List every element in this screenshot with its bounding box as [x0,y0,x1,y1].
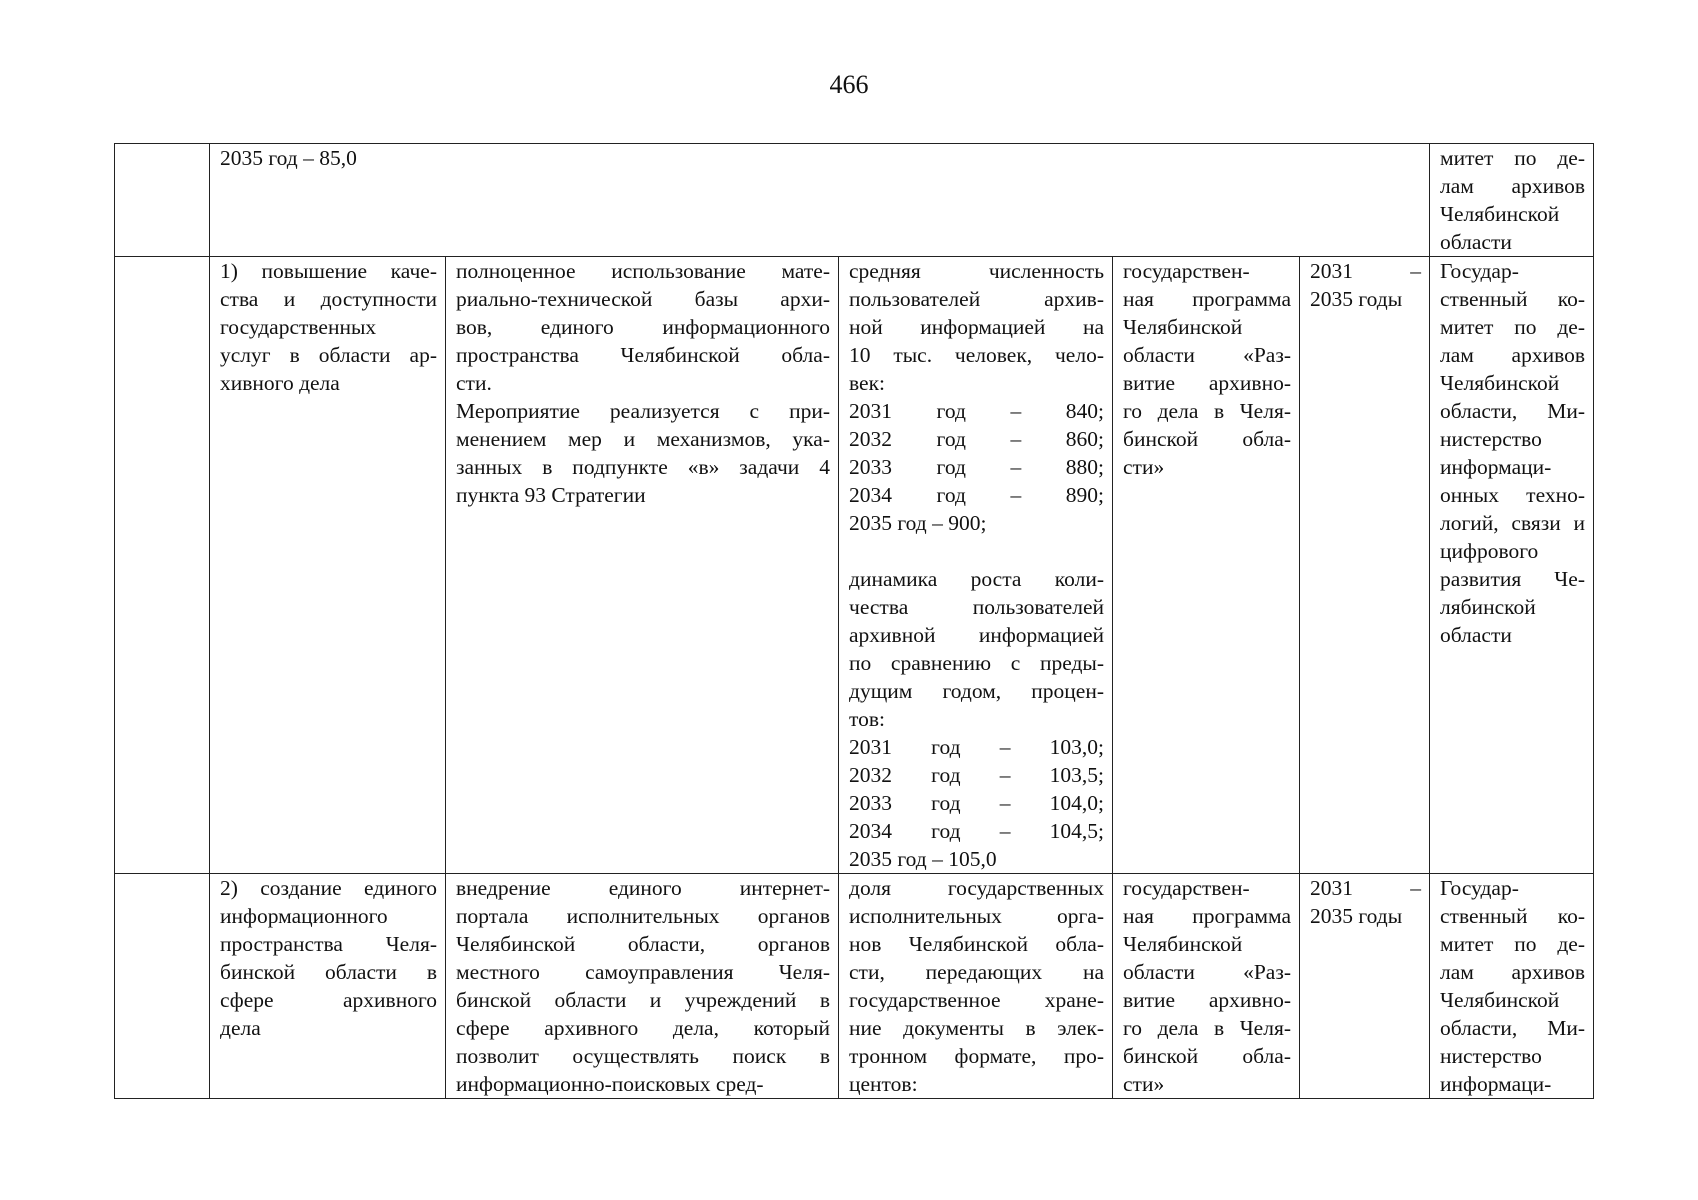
text-line: Челябинской [1440,202,1560,226]
text-line: средняя численность [849,259,1104,283]
text-line: век: [849,371,885,395]
indicator-block-growth [849,565,1104,873]
text-line: нистерство [1440,1044,1542,1068]
text-line: государственных [220,315,377,339]
text-line: ная программа [1123,904,1291,928]
text-line: митет по де- [1440,932,1585,956]
text-line: Государ- [1440,259,1519,283]
text-line: 2034 год – 104,5; [849,819,1104,843]
text-line: ства и доступности [220,287,437,311]
responsible-cell [1430,257,1594,874]
task-cell [210,257,446,874]
text-line: области [1440,230,1512,254]
text-line: 10 тыс. человек, чело- [849,343,1104,367]
text-line: цифрового [1440,539,1539,563]
number-cell [115,874,210,1099]
text-line: митет по де- [1440,315,1585,339]
text-line: лябинской [1440,595,1536,619]
indicator-cell [839,874,1113,1099]
text-line: бинской области и учреждений в [456,988,830,1012]
number-cell [115,257,210,874]
indicator-cell [839,257,1113,874]
text-line: го дела в Челя- [1123,399,1291,423]
strategy-table [114,143,1594,1099]
text-line: сти. [456,371,492,395]
text-line: услуг в области ар- [220,343,437,367]
text-line: ственный ко- [1440,287,1585,311]
text-line: Челябинской [1440,371,1560,395]
indicator-block-users [849,257,1104,537]
text-line: информаци- [1440,455,1552,479]
text-line: митет по де- [1440,146,1585,170]
text-line: динамика роста коли- [849,567,1104,591]
text-line: архивной информацией [849,623,1104,647]
text-line: занных в подпункте «в» задачи 4 [456,455,830,479]
text-line: пространства Челябинской обла- [456,343,830,367]
text-line: области, Ми- [1440,1016,1585,1040]
text-line: сти» [1123,1072,1165,1096]
target-value-text: 2035 год – 85,0 [220,146,357,170]
page-number: 466 [829,70,869,99]
text-line: ние документы в элек- [849,1016,1104,1040]
program-cell [1113,874,1300,1099]
text-line: области «Раз- [1123,960,1291,984]
text-line: логий, связи и [1440,511,1585,535]
text-line: исполнительных орга- [849,904,1104,928]
text-line: портала исполнительных органов [456,904,830,928]
text-line: Челябинской [1440,988,1560,1012]
text-line: онных техно- [1440,483,1585,507]
text-line: доля государственных [849,876,1104,900]
text-line: риально-технической базы архи- [456,287,830,311]
text-line: 2033 год – 104,0; [849,791,1104,815]
number-cell [115,144,210,257]
text-line: тов: [849,707,885,731]
text-line: лам архивов [1440,343,1585,367]
table-row [115,257,1594,874]
text-line: хивного дела [220,371,340,395]
text-line: го дела в Челя- [1123,1016,1291,1040]
text-line: лам архивов [1440,960,1585,984]
text-line: центов: [849,1072,918,1096]
text-line: сфере архивного дела, который [456,1016,830,1040]
task-cell [210,874,446,1099]
text-line: 2031 – [1310,876,1421,900]
text-line: Челябинской области, органов [456,932,830,956]
text-line: пользователей архив- [849,287,1104,311]
text-line: области, Ми- [1440,399,1585,423]
text-line: области [1440,623,1512,647]
text-line: 2031 – [1310,259,1421,283]
text-line: тронном формате, про- [849,1044,1104,1068]
text-line: информаци- [1440,1072,1552,1096]
responsible-cell [1430,874,1594,1099]
text-line: 1) повышение каче- [220,259,437,283]
text-line: дела [220,1016,261,1040]
text-line: ная программа [1123,287,1291,311]
text-line: информационно-поисковых сред- [456,1072,764,1096]
text-line: области «Раз- [1123,343,1291,367]
period-cell [1300,874,1430,1099]
text-line: государственное хране- [849,988,1104,1012]
text-line: Челябинской [1123,315,1243,339]
text-line: Государ- [1440,876,1519,900]
text-line: 2032 год – 860; [849,427,1104,451]
measures-cell [446,874,839,1099]
text-line: ной информацией на [849,315,1104,339]
text-line: 2035 год – 105,0 [849,847,997,871]
merged-target-cell [210,144,1430,257]
text-line: 2033 год – 880; [849,455,1104,479]
text-line: 2032 год – 103,5; [849,763,1104,787]
text-line: бинской обла- [1123,427,1291,451]
text-line: развития Че- [1440,567,1585,591]
text-line: информационного [220,904,388,928]
table-row [115,874,1594,1099]
text-line: 2035 годы [1310,904,1403,928]
text-line: витие архивно- [1123,371,1291,395]
text-line: 2031 год – 840; [849,399,1104,423]
text-line: сти» [1123,455,1165,479]
period-cell [1300,257,1430,874]
text-line: местного самоуправления Челя- [456,960,830,984]
text-line: бинской области в [220,960,437,984]
text-line: нов Челябинской обла- [849,932,1104,956]
text-line: сфере архивного [220,988,437,1012]
text-line: ственный ко- [1440,904,1585,928]
text-line: внедрение единого интернет- [456,876,830,900]
text-line: по сравнению с преды- [849,651,1104,675]
text-line: сти, передающих на [849,960,1104,984]
text-line: вов, единого информационного [456,315,830,339]
text-line: Мероприятие реализуется с при- [456,399,830,423]
text-line: 2035 годы [1310,287,1403,311]
text-line: нистерство [1440,427,1542,451]
text-line: позволит осуществлять поиск в [456,1044,830,1068]
text-line: 2035 год – 900; [849,511,987,535]
table-row [115,144,1594,257]
text-line: дущим годом, процен- [849,679,1104,703]
text-line: 2034 год – 890; [849,483,1104,507]
text-line: пространства Челя- [220,932,437,956]
program-cell [1113,257,1300,874]
text-line: чества пользователей [849,595,1104,619]
text-line: 2) создание единого [220,876,437,900]
text-line: бинской обла- [1123,1044,1291,1068]
text-line: менением мер и механизмов, ука- [456,427,830,451]
text-line: пункта 93 Стратегии [456,483,646,507]
text-line: государствен- [1123,259,1250,283]
text-line: витие архивно- [1123,988,1291,1012]
text-line: полноценное использование мате- [456,259,830,283]
text-line: 2031 год – 103,0; [849,735,1104,759]
text-line: государствен- [1123,876,1250,900]
responsible-cell [1430,144,1594,257]
measures-cell [446,257,839,874]
text-line: лам архивов [1440,174,1585,198]
text-line: Челябинской [1123,932,1243,956]
